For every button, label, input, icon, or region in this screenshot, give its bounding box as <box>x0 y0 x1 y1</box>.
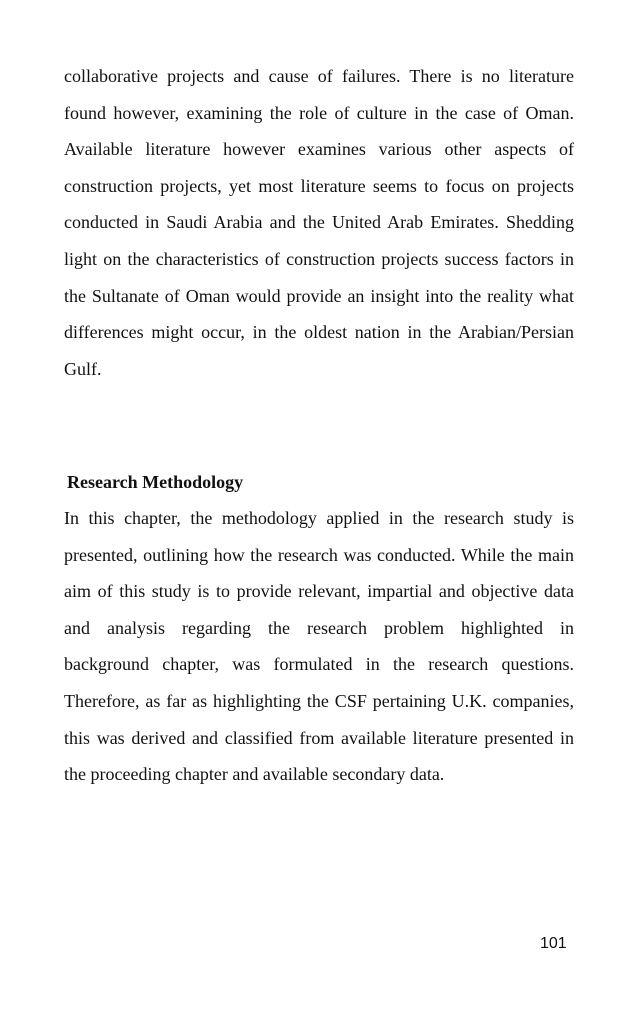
section-heading: Research Methodology <box>67 472 244 492</box>
body-paragraph-literature: collaborative projects and cause of failures. There is no literature found however, examining the role of culture in the case of Oman. Available literature however examines various other aspects of construction projects, yet most literature seems to focus on projects conducted in Saudi Arabia and the United Arab Emirates. Shedding light on the characteristics of construction projects success factors in the Sultanate of Oman would provide an insight into the reality what differences might occur, in the oldest nation in the Arabian/Persian Gulf. <box>64 66 574 379</box>
body-paragraph-methodology: In this chapter, the methodology applied in the research study is presented, outlining how the research was conducted. While the main aim of this study is to provide relevant, impartial and objective data and analysis regarding the research problem highlighted in background chapter, was formulated in the research questions. Therefore, as far as highlighting the CSF pertaining U.K. companies, this was derived and classified from available literature presented in the proceeding chapter and available secondary data. <box>64 508 574 785</box>
page-number: 101 <box>540 935 567 952</box>
